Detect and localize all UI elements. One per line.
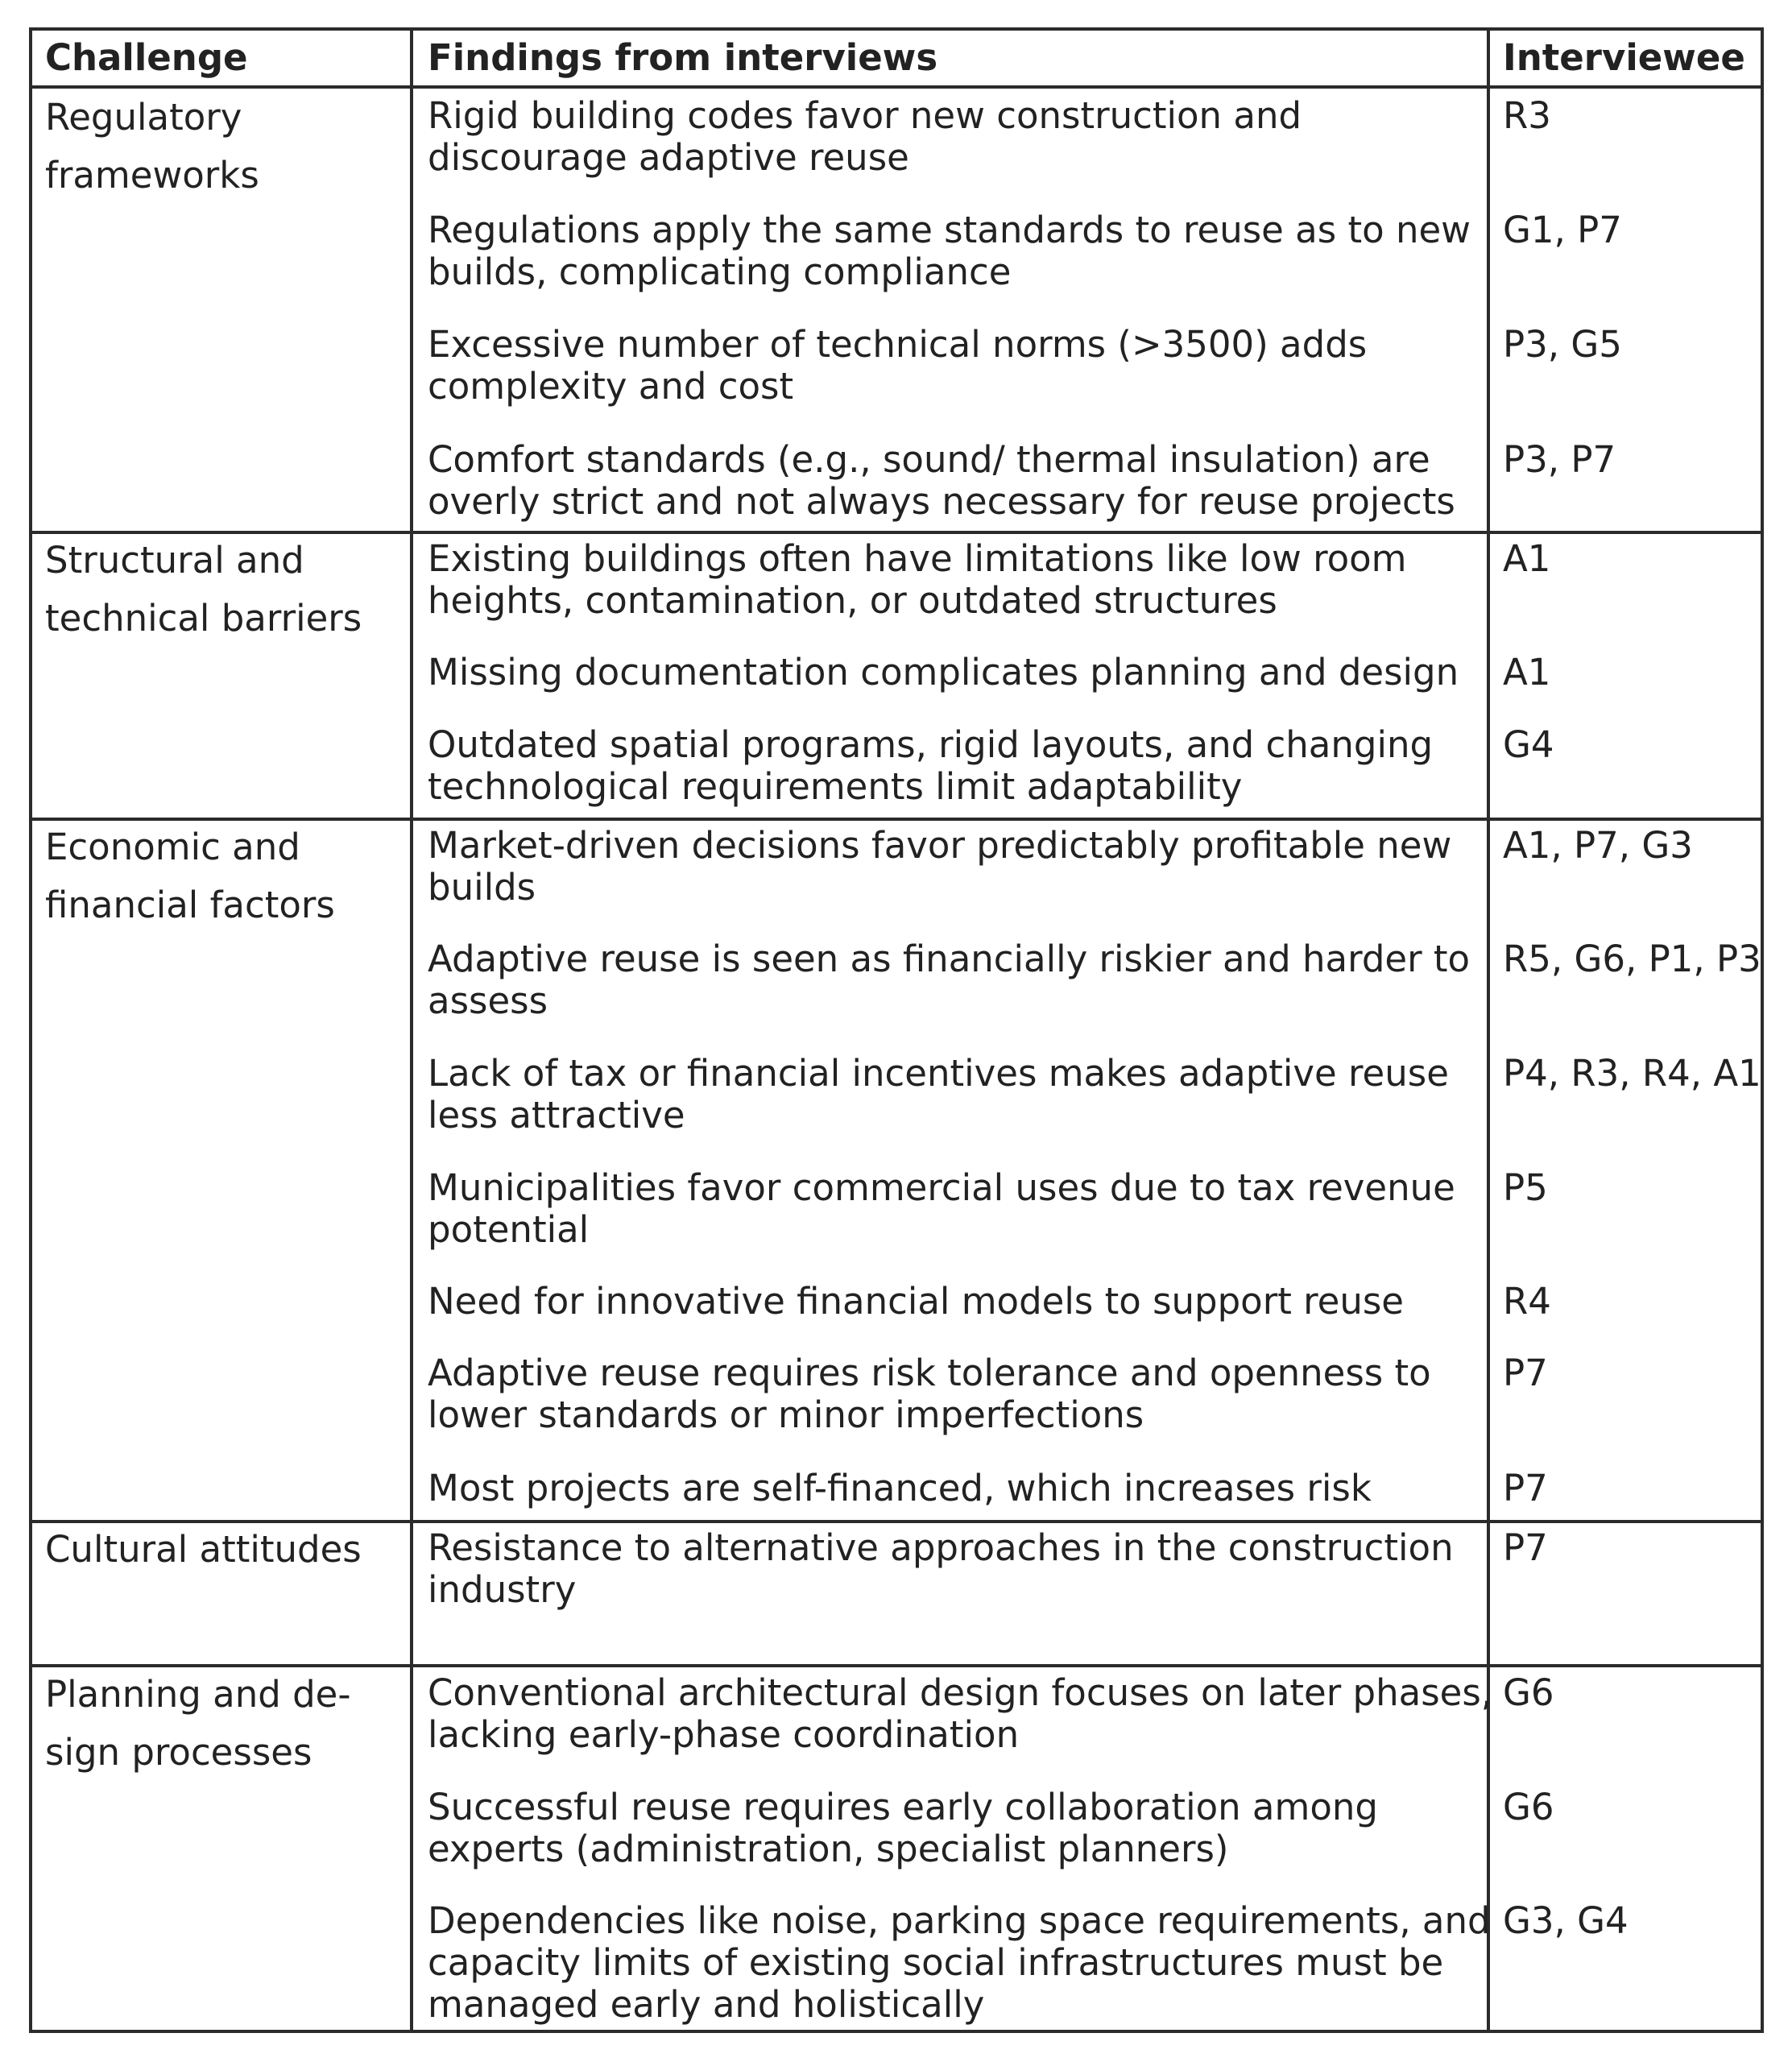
challenge-cell: financial factors [45,884,335,926]
interviewee-cell: A1 [1503,651,1551,694]
finding-cell: Adaptive reuse is seen as financially riskier and harder to [428,938,1471,980]
finding-cell: Resistance to alternative approaches in the construction [428,1526,1454,1569]
interviewee-cell: G3, G4 [1503,1899,1629,1942]
finding-cell: Successful reuse requires early collaboration among [428,1786,1378,1828]
finding-cell: Dependencies like noise, parking space requirements, and [428,1899,1491,1942]
finding-cell: experts (administration, specialist planners) [428,1828,1229,1870]
finding-cell: Excessive number of technical norms (>3500) adds [428,323,1368,366]
finding-cell: Missing documentation complicates planning and design [428,651,1459,694]
interviewee-cell: P3, P7 [1503,438,1616,481]
interviewee-cell: A1 [1503,537,1551,580]
challenge-cell: Cultural attitudes [45,1528,362,1571]
finding-cell: Comfort standards (e.g., sound/ thermal insulation) are [428,438,1430,481]
finding-cell: lacking early-phase coordination [428,1713,1020,1756]
finding-cell: Outdated spatial programs, rigid layouts, and changing [428,723,1434,766]
finding-cell: Rigid building codes favor new construction and [428,94,1302,137]
finding-cell: heights, contamination, or outdated structures [428,579,1277,622]
interviewee-cell: R4 [1503,1280,1551,1323]
finding-cell: Market-driven decisions favor predictably profitable new [428,824,1452,867]
interviewee-cell: P4, R3, R4, A1 [1503,1052,1761,1095]
challenge-cell: Structural and [45,539,304,582]
interviewee-cell: P7 [1503,1467,1548,1509]
interviewee-cell: P7 [1503,1526,1548,1569]
finding-cell: Municipalities favor commercial uses due to tax revenue [428,1166,1455,1209]
column-divider [410,27,413,2033]
finding-cell: Most projects are self-financed, which increases risk [428,1467,1372,1509]
interviewee-cell: R3 [1503,94,1551,137]
finding-cell: Adaptive reuse requires risk tolerance and openness to [428,1352,1431,1394]
finding-cell: Need for innovative financial models to support reuse [428,1280,1404,1323]
finding-cell: assess [428,979,548,1022]
column-divider [1487,27,1490,2033]
finding-cell: potential [428,1208,590,1251]
interviewee-cell: G6 [1503,1786,1554,1828]
finding-cell: Regulations apply the same standards to reuse as to new [428,209,1471,251]
challenge-cell: frameworks [45,154,259,197]
interviewee-cell: P7 [1503,1352,1548,1394]
finding-cell: Existing buildings often have limitations like low room [428,537,1407,580]
interviewee-cell: P5 [1503,1166,1548,1209]
finding-cell: overly strict and not always necessary for reuse projects [428,480,1455,523]
finding-cell: industry [428,1568,577,1611]
interviewee-cell: R5, G6, P1, P3 [1503,938,1761,980]
interviewee-cell: G6 [1503,1671,1554,1714]
finding-cell: builds, complicating compliance [428,251,1012,293]
finding-cell: capacity limits of existing social infrastructures must be [428,1941,1444,1984]
finding-cell: discourage adaptive reuse [428,136,909,179]
header-interviewee: Interviewee [1503,36,1745,79]
finding-cell: managed early and holistically [428,1983,985,2026]
interviewee-cell: P3, G5 [1503,323,1622,366]
header-divider [29,85,1764,89]
finding-cell: technological requirements limit adaptability [428,765,1243,808]
finding-cell: Conventional architectural design focuses on later phases, [428,1671,1493,1714]
challenge-cell: Planning and de- [45,1673,351,1716]
challenge-cell: sign processes [45,1731,312,1774]
header-findings: Findings from interviews [428,36,938,79]
challenge-cell: Economic and [45,826,300,868]
finding-cell: complexity and cost [428,365,794,408]
finding-cell: less attractive [428,1094,685,1137]
finding-cell: Lack of tax or financial incentives makes adaptive reuse [428,1052,1449,1095]
finding-cell: builds [428,866,536,909]
challenge-cell: Regulatory [45,96,242,139]
interviewee-cell: G4 [1503,723,1554,766]
finding-cell: lower standards or minor imperfections [428,1393,1144,1436]
interviewee-cell: G1, P7 [1503,209,1622,251]
challenge-cell: technical barriers [45,597,362,640]
header-challenge: Challenge [45,36,248,79]
interviewee-cell: A1, P7, G3 [1503,824,1693,867]
